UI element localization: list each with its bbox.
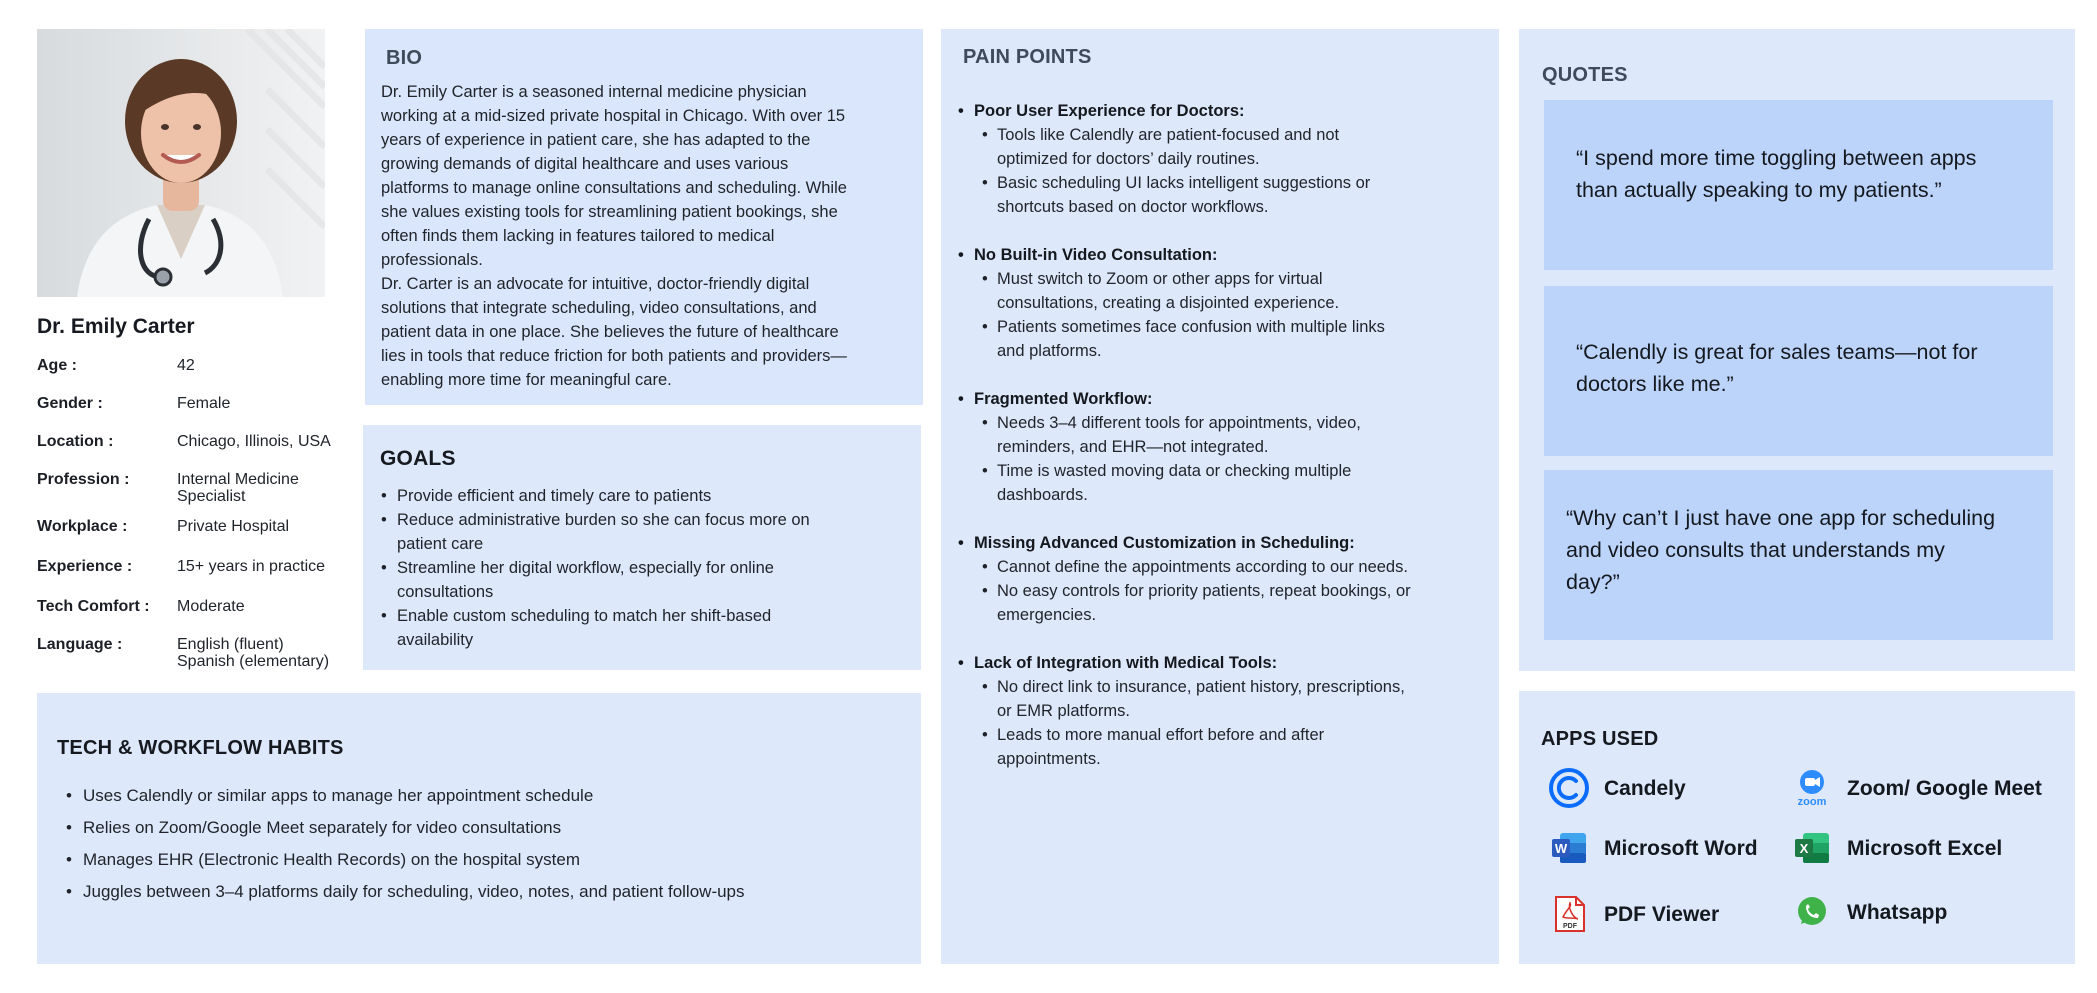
tech-habit-item: • Relies on Zoom/Google Meet separately for video consultations xyxy=(57,816,907,848)
zoom-icon xyxy=(1791,767,1833,809)
apps-used-title: APPS USED xyxy=(1541,728,1659,750)
bio-line: patient data in one place. She believes the future of healthcare xyxy=(381,323,839,341)
tech-habits-title: TECH & WORKFLOW HABITS xyxy=(57,737,344,759)
whatsapp-icon xyxy=(1791,891,1833,933)
bio-line: solutions that integrate scheduling, video consultations, and xyxy=(381,299,817,317)
detail-value-line: Internal Medicine xyxy=(177,471,299,488)
tech-habit-item: • Manages EHR (Electronic Health Records) on the hospital system xyxy=(57,848,907,880)
persona-photo xyxy=(37,29,325,297)
pain-point-items xyxy=(980,675,1486,771)
quote-text xyxy=(1576,142,1976,206)
pain-point-items xyxy=(980,411,1486,507)
goals-list xyxy=(379,484,909,652)
pain-point-line: appointments. xyxy=(997,750,1101,768)
goal-line: • Streamline her digital workflow, especially for online xyxy=(397,559,774,577)
app-name: Microsoft Excel xyxy=(1847,837,2003,860)
tech-habit-item: • Uses Calendly or similar apps to manage her appointment schedule xyxy=(57,784,907,816)
quote-text xyxy=(1566,502,1995,598)
excel-icon xyxy=(1791,827,1833,869)
pain-point-group xyxy=(956,651,1486,771)
pain-point-group xyxy=(956,243,1486,363)
goal-line: patient care xyxy=(397,535,484,553)
pain-points-card xyxy=(941,29,1499,964)
bio-line: years of experience in patient care, she has adapted to the xyxy=(381,131,811,149)
bio-card xyxy=(365,29,923,405)
quote-line: than actually speaking to my patients.” xyxy=(1576,178,1942,202)
pain-points-title: PAIN POINTS xyxy=(963,46,1092,68)
pain-point-line: • Cannot define the appointments according to our needs. xyxy=(997,558,1408,576)
pain-point-line: • Time is wasted moving data or checking multiple xyxy=(997,462,1352,480)
detail-value: Moderate xyxy=(177,598,245,615)
bio-line: often finds them lacking in features tailored to medical xyxy=(381,227,775,245)
detail-value-line: English (fluent) xyxy=(177,636,284,653)
app-name: Whatsapp xyxy=(1847,901,1948,924)
quote-line: “Calendly is great for sales teams—not for xyxy=(1576,340,1978,364)
quote-line: “Why can’t I just have one app for scheduling xyxy=(1566,506,1996,530)
goal-line: consultations xyxy=(397,583,494,601)
pain-point-item xyxy=(980,315,1486,363)
quotes-title: QUOTES xyxy=(1542,64,1628,86)
pain-point-item xyxy=(980,459,1486,507)
pain-point-group xyxy=(956,531,1486,627)
pain-point-line: • Tools like Calendly are patient-focused and not xyxy=(997,126,1340,144)
pain-point-line: emergencies. xyxy=(997,606,1097,624)
detail-label: Profession : xyxy=(37,471,130,488)
quote-line: “I spend more time toggling between apps xyxy=(1576,146,1977,170)
pain-point-line: • Basic scheduling UI lacks intelligent suggestions or xyxy=(997,174,1371,192)
tech-habits-list xyxy=(57,784,907,912)
pain-point-item xyxy=(980,723,1486,771)
pdf-icon-text: PDF xyxy=(1563,923,1577,930)
pain-point-item xyxy=(980,123,1486,171)
goal-line: • Reduce administrative burden so she can focus more on xyxy=(397,511,810,529)
pain-point-line: • Patients sometimes face confusion with multiple links xyxy=(997,318,1385,336)
pain-point-line: • Leads to more manual effort before and after xyxy=(997,726,1325,744)
detail-value: Private Hospital xyxy=(177,518,290,535)
pain-point-items xyxy=(980,123,1486,219)
quote-text xyxy=(1576,336,1978,400)
detail-value: Chicago, Illinois, USA xyxy=(177,433,331,450)
detail-value: 15+ years in practice xyxy=(177,558,326,575)
quote-line: day?” xyxy=(1566,570,1620,594)
quote-card xyxy=(1544,470,2053,640)
pain-point-line: dashboards. xyxy=(997,486,1088,504)
pain-point-line: shortcuts based on doctor workflows. xyxy=(997,198,1269,216)
pain-point-items xyxy=(980,267,1486,363)
pain-point-item xyxy=(980,579,1486,627)
detail-profession xyxy=(37,471,367,507)
goal-line: availability xyxy=(397,631,474,649)
pain-point-item xyxy=(980,171,1486,219)
word-icon xyxy=(1548,827,1590,869)
goal-item xyxy=(379,508,909,556)
pain-points-list xyxy=(956,99,1486,795)
detail-value: Female xyxy=(177,395,231,412)
pain-point-group xyxy=(956,387,1486,507)
bio-line: growing demands of digital healthcare and uses various xyxy=(381,155,789,173)
detail-language xyxy=(37,636,367,672)
pain-point-heading: • Missing Advanced Customization in Scheduling: xyxy=(956,531,1486,555)
quote-card xyxy=(1544,286,2053,456)
detail-label: Experience : xyxy=(37,558,133,575)
apps-used-card xyxy=(1519,691,2075,964)
pain-point-heading: • Lack of Integration with Medical Tools: xyxy=(956,651,1486,675)
bio-text xyxy=(381,80,911,392)
goal-item xyxy=(379,604,909,652)
pain-point-line: • Needs 3–4 different tools for appointments, video, xyxy=(997,414,1361,432)
goal-line: • Provide efficient and timely care to patients xyxy=(397,487,712,505)
detail-value-line: Spanish (elementary) xyxy=(177,653,330,670)
quote-line: and video consults that understands my xyxy=(1566,538,1945,562)
detail-label: Location : xyxy=(37,433,114,450)
bio-line: platforms to manage online consultations and scheduling. While xyxy=(381,179,847,197)
pain-point-heading: • Fragmented Workflow: xyxy=(956,387,1486,411)
pain-point-heading: • Poor User Experience for Doctors: xyxy=(956,99,1486,123)
persona-name: Dr. Emily Carter xyxy=(37,315,195,338)
goal-line: • Enable custom scheduling to match her shift-based xyxy=(397,607,772,625)
calendly-icon xyxy=(1548,767,1590,809)
pain-point-line: • No direct link to insurance, patient history, prescriptions, xyxy=(997,678,1405,696)
bio-line: Dr. Emily Carter is a seasoned internal medicine physician xyxy=(381,83,807,101)
detail-value: 42 xyxy=(177,357,195,374)
detail-label: Language : xyxy=(37,636,123,653)
pain-point-item xyxy=(980,411,1486,459)
zoom-icon-text: zoom xyxy=(1797,796,1827,808)
detail-value-line: Specialist xyxy=(177,488,246,505)
detail-label: Gender : xyxy=(37,395,103,412)
pain-point-line: optimized for doctors’ daily routines. xyxy=(997,150,1260,168)
pain-point-item xyxy=(980,267,1486,315)
pain-point-item xyxy=(980,675,1486,723)
bio-line: working at a mid-sized private hospital in Chicago. With over 15 xyxy=(381,107,846,125)
bio-title: BIO xyxy=(386,47,423,69)
pain-point-line: reminders, and EHR—not integrated. xyxy=(997,438,1269,456)
detail-value xyxy=(177,471,299,505)
goal-item xyxy=(379,556,909,604)
app-name: Candely xyxy=(1604,777,1686,800)
bio-line: she values existing tools for streamlining patient bookings, she xyxy=(381,203,838,221)
detail-value xyxy=(177,636,329,670)
tech-habits-card xyxy=(37,693,921,964)
pdf-icon xyxy=(1548,893,1590,935)
bio-line: lies in tools that reduce friction for both patients and providers— xyxy=(381,347,847,365)
pain-point-item xyxy=(980,555,1486,579)
word-icon-text: W xyxy=(1554,841,1568,856)
bio-line: professionals. xyxy=(381,251,483,269)
bio-line: Dr. Carter is an advocate for intuitive, doctor-friendly digital xyxy=(381,275,810,293)
pain-point-items xyxy=(980,555,1486,627)
pain-point-line: or EMR platforms. xyxy=(997,702,1130,720)
goals-card xyxy=(363,425,921,670)
pain-point-line: and platforms. xyxy=(997,342,1102,360)
detail-label: Age : xyxy=(37,357,77,374)
doctor-portrait-illustration xyxy=(37,29,325,297)
quote-line: doctors like me.” xyxy=(1576,372,1734,396)
app-name: Zoom/ Google Meet xyxy=(1847,777,2042,800)
app-name: Microsoft Word xyxy=(1604,837,1758,860)
excel-icon-text: X xyxy=(1799,841,1809,856)
goal-item xyxy=(379,484,909,508)
pain-point-line: • Must switch to Zoom or other apps for virtual xyxy=(997,270,1323,288)
pain-point-line: consultations, creating a disjointed experience. xyxy=(997,294,1340,312)
bio-line: enabling more time for meaningful care. xyxy=(381,371,672,389)
goals-title: GOALS xyxy=(380,447,456,470)
pain-point-group xyxy=(956,99,1486,219)
detail-label: Workplace : xyxy=(37,518,128,535)
detail-label: Tech Comfort : xyxy=(37,598,150,615)
pain-point-heading: • No Built-in Video Consultation: xyxy=(956,243,1486,267)
quote-card xyxy=(1544,100,2053,270)
tech-habit-item: • Juggles between 3–4 platforms daily for scheduling, video, notes, and patient follow-ups xyxy=(57,880,907,912)
pain-point-line: • No easy controls for priority patients, repeat bookings, or xyxy=(997,582,1411,600)
app-name: PDF Viewer xyxy=(1604,903,1720,926)
